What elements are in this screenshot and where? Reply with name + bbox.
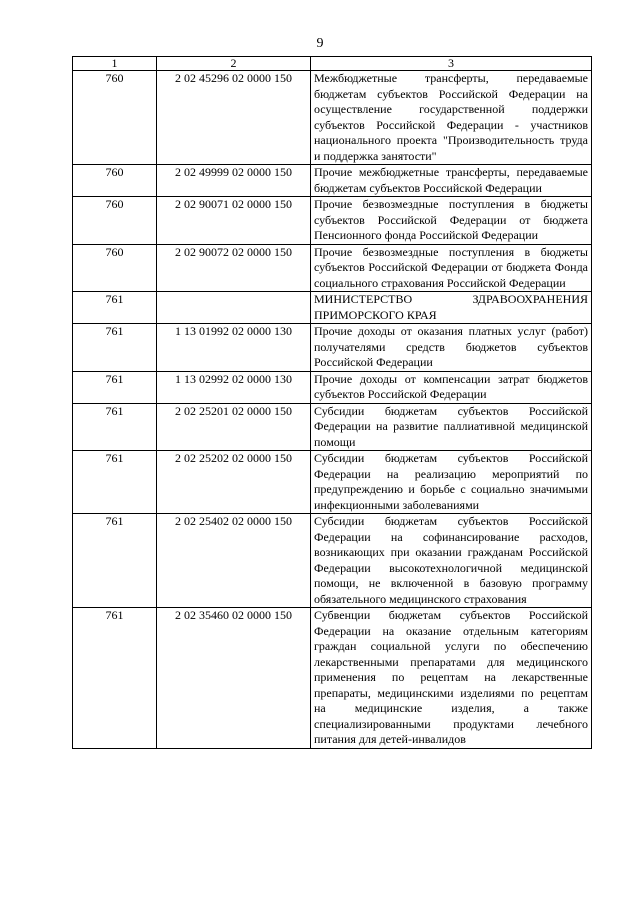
admin-code-cell: 761: [73, 403, 157, 451]
header-col-1: 1: [73, 57, 157, 71]
table-row: [73, 371, 592, 403]
table-header-row: [73, 57, 592, 71]
revenue-name-cell: Межбюджетные трансферты, передаваемые бюджетам субъектов Российской Федерации на осуществление государственной поддержки субъектов Российской Федерации - участников национального проекта "Производительность труда и поддержка занятости": [311, 71, 592, 165]
revenue-name-cell: Прочие доходы от оказания платных услуг (работ) получателями средств бюджетов субъектов Российской Федерации: [311, 324, 592, 372]
admin-code-cell: 761: [73, 292, 157, 324]
revenue-code-cell: 2 02 35460 02 0000 150: [157, 608, 311, 749]
page-number: 9: [316, 36, 324, 51]
admin-code-cell: 761: [73, 608, 157, 749]
table-row: [73, 514, 592, 608]
admin-code-cell: 760: [73, 71, 157, 165]
revenue-name-cell: Субсидии бюджетам субъектов Российской Федерации на софинансирование расходов, возникающих при оказании гражданам Российской Федерации высокотехнологичной медицинской помощи, не включенной в базовую программу обязательного медицинского страхования: [311, 514, 592, 608]
header-col-2: 2: [157, 57, 311, 71]
admin-code-cell: 760: [73, 244, 157, 292]
admin-code-cell: 760: [73, 165, 157, 197]
table-row: [73, 292, 592, 324]
revenue-code-cell: 2 02 25201 02 0000 150: [157, 403, 311, 451]
revenue-code-cell: 1 13 02992 02 0000 130: [157, 371, 311, 403]
revenue-code-cell: 2 02 25402 02 0000 150: [157, 514, 311, 608]
revenue-code-cell: 2 02 45296 02 0000 150: [157, 71, 311, 165]
admin-code-cell: 761: [73, 451, 157, 514]
revenue-code-cell: 2 02 49999 02 0000 150: [157, 165, 311, 197]
table-row: [73, 244, 592, 292]
revenue-code-cell: 2 02 90072 02 0000 150: [157, 244, 311, 292]
revenue-name-cell: Прочие безвозмездные поступления в бюджеты субъектов Российской Федерации от бюджета Пенсионного фонда Российской Федерации: [311, 197, 592, 245]
table-row: [73, 608, 592, 749]
admin-code-cell: 761: [73, 324, 157, 372]
admin-code-cell: 761: [73, 371, 157, 403]
revenue-name-cell: Прочие безвозмездные поступления в бюджеты субъектов Российской Федерации от бюджета Фонда социального страхования Российской Федерации: [311, 244, 592, 292]
revenue-name-cell: МИНИСТЕРСТВО ЗДРАВООХРАНЕНИЯ ПРИМОРСКОГО КРАЯ: [311, 292, 592, 324]
revenue-name-cell: Субвенции бюджетам субъектов Российской Федерации на оказание отдельным категориям граждан социальной услуги по обеспечению лекарственными препаратами для медицинского применения по рецептам на лекарственные препараты, медицинскими изделиями по рецептам на медицинские изделия, а также специализированными продуктами лечебного питания для детей-инвалидов: [311, 608, 592, 749]
revenue-code-cell: 2 02 25202 02 0000 150: [157, 451, 311, 514]
table-row: [73, 451, 592, 514]
revenue-name-cell: Прочие межбюджетные трансферты, передаваемые бюджетам субъектов Российской Федерации: [311, 165, 592, 197]
admin-code-cell: 761: [73, 514, 157, 608]
table-row: [73, 71, 592, 165]
revenue-code-cell: 1 13 01992 02 0000 130: [157, 324, 311, 372]
header-col-3: 3: [311, 57, 592, 71]
revenue-code-cell: 2 02 90071 02 0000 150: [157, 197, 311, 245]
admin-code-cell: 760: [73, 197, 157, 245]
table-row: [73, 324, 592, 372]
table-row: [73, 403, 592, 451]
revenue-name-cell: Субсидии бюджетам субъектов Российской Федерации на развитие паллиативной медицинской помощи: [311, 403, 592, 451]
revenue-name-cell: Прочие доходы от компенсации затрат бюджетов субъектов Российской Федерации: [311, 371, 592, 403]
table-row: [73, 197, 592, 245]
revenue-codes-table: [72, 56, 592, 749]
revenue-code-cell: [157, 292, 311, 324]
revenue-name-cell: Субсидии бюджетам субъектов Российской Федерации на реализацию мероприятий по предупреждению и борьбе с социально значимыми инфекционными заболеваниями: [311, 451, 592, 514]
table-row: [73, 165, 592, 197]
